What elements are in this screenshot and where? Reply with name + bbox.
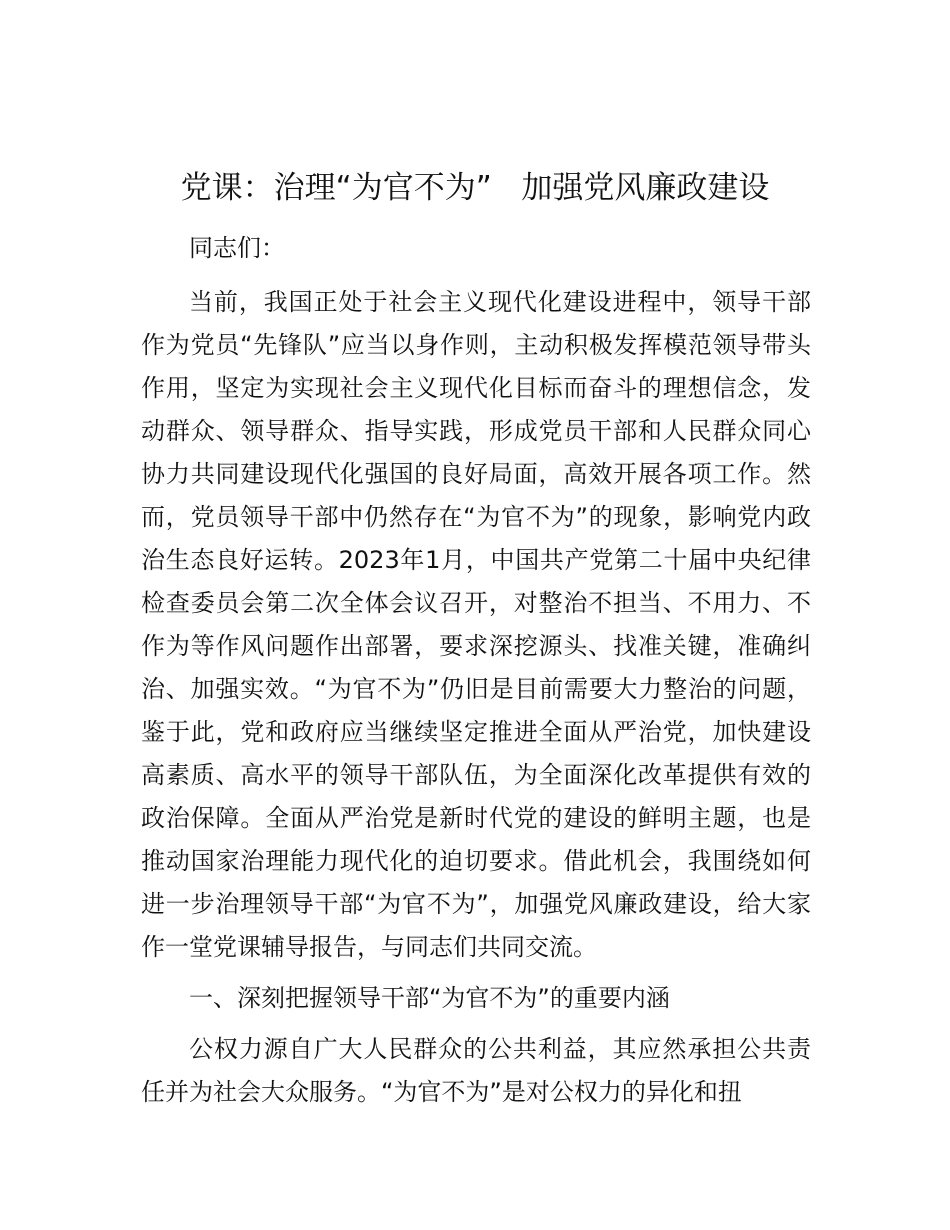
paragraph: 当前，我国正处于社会主义现代化建设进程中，领导干部作为党员“先锋队”应当以身作则，主动积极发挥模范领导带头作用，坚定为实现社会主义现代化目标而奋斗的理想信念，发动群众、领导群众、指导实践，形成党员干部和人民群众同心协力共同建设现代化强国的良好局面，高效开展各项工作。然而，党员领导干部中仍然存在“为官不为”的现象，影响党内政治生态良好运转。2023年1月，中国共产党第二十届中央纪律检查委员会第二次全体会议召开，对整治不担当、不用力、不作为等作风问题作出部署，要求深挖源头、找准关键，准确纠治、加强实效。“为官不为”仍旧是目前需要大力整治的问题，鉴于此，党和政府应当继续坚定推进全面从严治党，加快建设高素质、高水平的领导干部队伍，为全面深化改革提供有效的政治保障。全面从严治党是新时代党的建设的鲜明主题，也是推动国家治理能力现代化的迫切要求。借此机会，我围绕如何进一步治理领导干部“为官不为”，加强党风廉政建设，给大家作一堂党课辅导报告，与同志们共同交流。	[141, 288, 811, 961]
paragraph: 公权力源自广大人民群众的公共利益，其应然承担公共责任并为社会大众服务。“为官不为”是对公权力的异化和扭	[141, 1035, 811, 1106]
section-heading: 一、深刻把握领导干部“为官不为”的重要内涵	[189, 984, 670, 1012]
salutation: 同志们：	[189, 234, 285, 262]
document-body	[141, 227, 811, 1114]
document-title: 党课：治理“为官不为” 加强党风廉政建设	[180, 170, 770, 206]
